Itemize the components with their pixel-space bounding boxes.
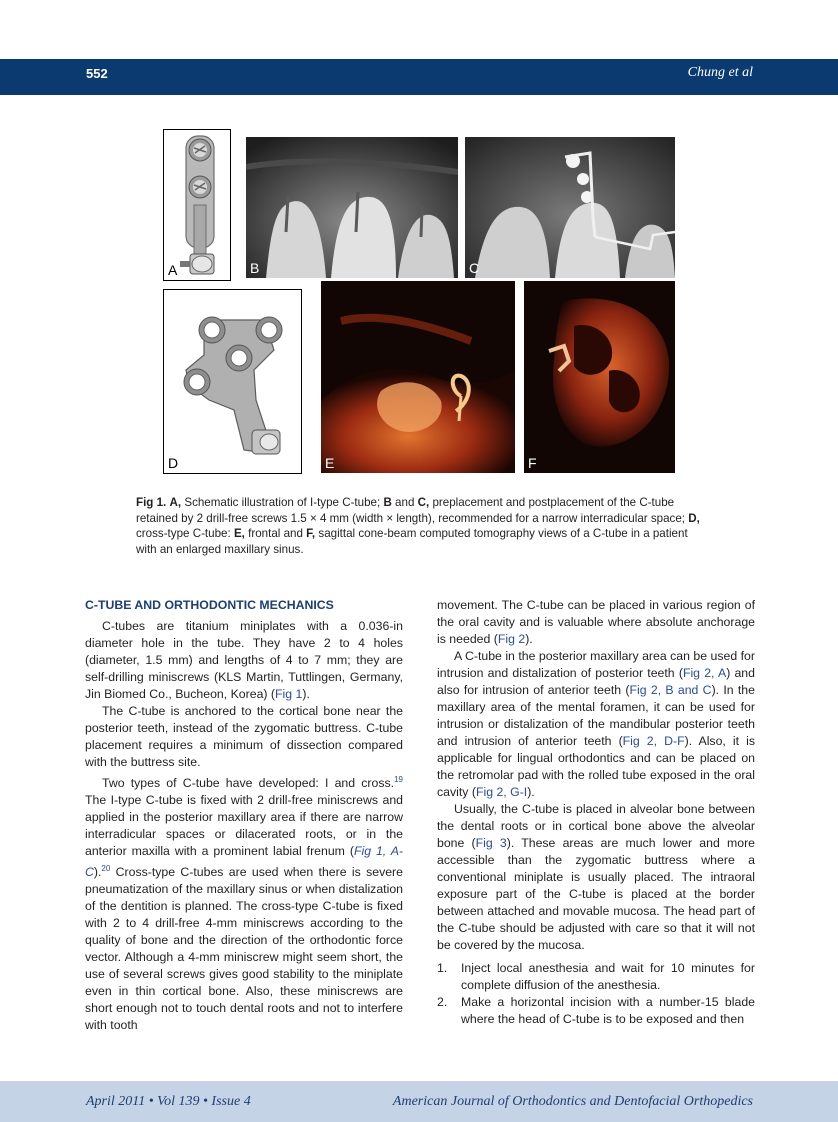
figure-reference-link[interactable]: Fig 2, D-F [622,734,685,748]
cross-type-c-tube-illustration [164,290,301,473]
procedure-step: 2. Make a horizontal incision with a number-15 blade where the head of C-tube is to be exposed and then [437,995,755,1026]
figure-panel-d [163,289,302,474]
running-head: Chung et al [687,65,753,80]
figure-reference-link[interactable]: Fig 1, A-C [85,844,403,880]
body-column-right [437,597,755,1028]
citation-link[interactable]: 20 [101,864,111,874]
citation-link[interactable]: 19 [394,775,403,784]
page-number: 552 [86,66,108,81]
journal-title: American Journal of Orthodontics and Dentofacial Orthopedics [392,1094,753,1109]
panel-label-f: F [528,455,537,471]
panel-label-a: A [168,262,178,278]
panel-label-e: E [325,455,335,471]
figure-panel-c [465,137,675,278]
figure-panel-a [163,129,231,281]
cbct-frontal-view [321,281,515,473]
figure-reference-link[interactable]: Fig 1 [275,687,303,701]
paragraph-5: Usually, the C-tube is placed in alveolar bone between the dental roots or in cortical bone above the alveolar bone (Fig 3). These areas are much lower and more accessible than the zygomatic buttress where a conventional miniplate is usually placed. The intraoral exposure part of the C-tube is placed at the border between attached and movable mucosa. The head part of the C-tube should be adjusted with care so that it will not be covered by the mucosa. [437,802,755,952]
figure-reference-link[interactable]: Fig 3 [475,836,507,850]
radiograph-preplacement [246,137,458,278]
paragraph-continued: movement. The C-tube can be placed in various region of the oral cavity and is valuable where absolute anchorage is needed (Fig 2). [437,598,755,646]
figure-panel-f [524,281,675,473]
footer-bar [0,1081,838,1122]
figure-panel-e [321,281,515,473]
procedure-step: 1. Inject local anesthesia and wait for 10 minutes for complete diffusion of the anesthesia. [437,961,755,992]
issue-info: April 2011 • Vol 139 • Issue 4 [86,1094,251,1109]
figure-panel-b [246,137,458,278]
figure-caption: Fig 1. A, Schematic illustration of I-type C-tube; B and C, preplacement and postplacement of the C-tube retained by 2 drill-free screws 1.5 × 4 mm (width × length), recommended for a narrow interradicular space; D, cross-type C-tube: E, frontal and F, sagittal cone-beam computed tomography views of a C-tube in a patient with an enlarged maxillary sinus. [136,496,700,556]
i-type-c-tube-illustration [164,130,230,280]
cbct-sagittal-view [524,281,675,473]
paragraph-4: A C-tube in the posterior maxillary area can be used for intrusion and distalization of posterior teeth (Fig 2, A) and also for intrusion of anterior teeth (Fig 2, B and C). In the maxillary area of the mental foramen, it can be used for intrusion or distalization of the mandibular posterior teeth and intrusion of anterior teeth (Fig 2, D-F). Also, it is applicable for lingual orthodontics and can be placed on the retromolar pad with the rolled tube exposed in the oral cavity (Fig 2, G-I). [437,649,755,799]
figure-reference-link[interactable]: Fig 2, B and C [629,683,712,697]
section-heading: C-TUBE AND ORTHODONTIC MECHANICS [85,598,334,612]
figure-reference-link[interactable]: Fig 2, G-I [475,785,528,799]
header-bar [0,59,838,95]
radiograph-postplacement [465,137,675,278]
panel-label-d: D [168,455,179,471]
caption-label: Fig 1. [136,496,167,509]
panel-label-c: C [469,260,480,276]
paragraph-1: C-tubes are titanium miniplates with a 0.036-in diameter hole in the tube. They have 2 to 4 holes (diameter, 1.5 mm) and lengths of 4 to 7 mm; they are self-drilling miniscrews (KLS Martin, Tuttlingen, Germany, Jin Biomed Co., Bucheon, Korea) (Fig 1). [85,619,403,701]
panel-label-b: B [250,260,260,276]
body-column-left [85,598,403,1034]
procedure-steps [437,960,755,1028]
figure-reference-link[interactable]: Fig 2 [497,632,526,646]
figure-reference-link[interactable]: Fig 2, A [682,666,727,680]
paragraph-3: Two types of C-tube have developed: I and cross.$^{19}$ The I-type C-tube is fixed with 2 drill-free miniscrews and applied in the posterior maxillary area if there are narrow interradicular spaces or dilacerated roots, or in the anterior maxilla with a prominent labial frenum (Fig 1, A-C).$^{20}$ Cross-type C-tubes are used when there is severe pneumatization of the maxillary sinus or when distalization of the dentition is planned. The cross-type C-tube is fixed with 2 to 4 drill-free 4-mm miniscrews according to the quality of bone and the direction of the orthodontic force vector. Although a 4-mm miniscrew might seem short, the use of several screws gives good stability to the miniplate even in thin cortical bone. Also, these miniscrews are short enough not to touch dental roots and not to interfere with tooth [85,775,403,1033]
paragraph-2: The C-tube is anchored to the cortical bone near the posterior teeth, instead of the zygomatic buttress. C-tube placement requires a minimum of dissection compared with the buttress site. [85,704,403,769]
